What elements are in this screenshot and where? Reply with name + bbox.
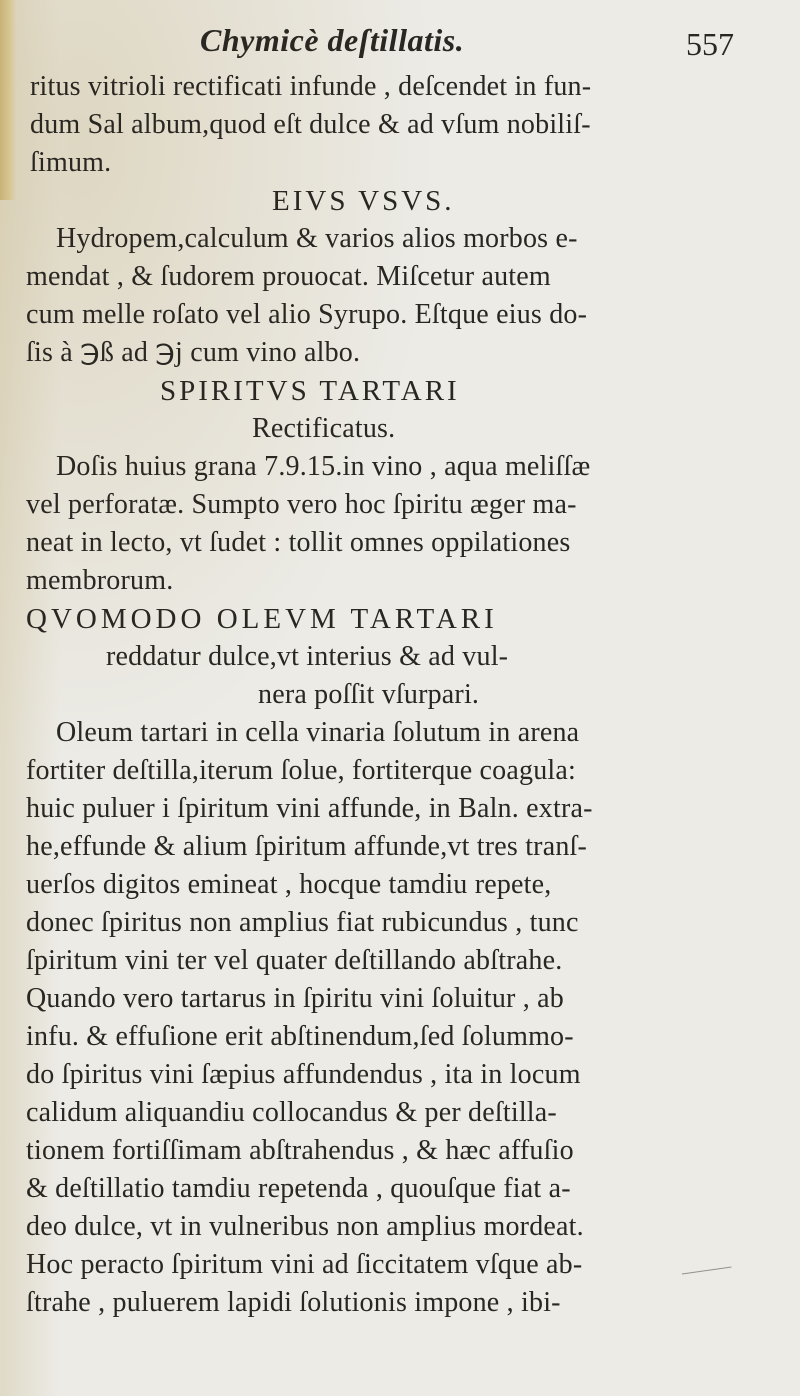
text-line: deo dulce, vt in vulneribus non amplius mordeat. bbox=[26, 1211, 584, 1242]
section-subheading: Rectificatus. bbox=[252, 413, 396, 444]
page-number: 557 bbox=[686, 26, 734, 62]
text-line: do ſpiritus vini ſæpius affundendus , ita in locum bbox=[26, 1059, 581, 1090]
text-line: membrorum. bbox=[26, 565, 174, 596]
section-heading: SPIRITVS TARTARI bbox=[160, 375, 460, 407]
text-line: Doſis huius grana 7.9.15.in vino , aqua meliſſæ bbox=[56, 451, 591, 482]
running-title: Chymicè deſtillatis. bbox=[200, 22, 465, 58]
section-subheading: reddatur dulce,vt interius & ad vul- bbox=[106, 641, 509, 672]
text-line: huic puluer i ſpiritum vini affunde, in Baln. extra- bbox=[26, 793, 593, 824]
text-line: Oleum tartari in cella vinaria ſolutum in arena bbox=[56, 717, 580, 748]
text-line: vel perforatæ. Sumpto vero hoc ſpiritu æger ma- bbox=[26, 489, 577, 520]
text-line: tionem fortiſſimam abſtrahendus , & hæc affuſio bbox=[26, 1135, 574, 1166]
text-line: Hydropem,calculum & varios alios morbos e- bbox=[56, 223, 578, 254]
text-line: ſpiritum vini ter vel quater deſtillando abſtrahe. bbox=[26, 945, 563, 976]
text-line: he,effunde & alium ſpiritum affunde,vt tres tranſ- bbox=[26, 831, 588, 862]
text-line: uerſos digitos emineat , hocque tamdiu repete, bbox=[26, 869, 552, 900]
section-heading: EIVS VSVS. bbox=[272, 185, 455, 217]
section-subheading: nera poſſit vſurpari. bbox=[258, 679, 480, 710]
text-line: cum melle roſato vel alio Syrupo. Eſtque eius do- bbox=[26, 299, 588, 330]
text-line: infu. & effuſione erit abſtinendum,ſed ſolummo- bbox=[26, 1021, 574, 1052]
text-line: neat in lecto, vt ſudet : tollit omnes oppilationes bbox=[26, 527, 571, 558]
text-line: Quando vero tartarus in ſpiritu vini ſoluitur , ab bbox=[26, 983, 565, 1014]
text-line: Hoc peracto ſpiritum vini ad ſiccitatem vſque ab- bbox=[26, 1249, 583, 1280]
text-line: ſis à ℈ß ad ℈j cum vino albo. bbox=[26, 337, 361, 368]
section-heading: QVOMODO OLEVM TARTARI bbox=[26, 603, 498, 635]
body-text bbox=[26, 68, 796, 1322]
text-line: mendat , & ſudorem prouocat. Miſcetur autem bbox=[26, 261, 551, 292]
text-line: fortiter deſtilla,iterum ſolue, fortiterque coagula: bbox=[26, 755, 576, 786]
text-line: ſimum. bbox=[30, 147, 112, 178]
text-line: ſtrahe , puluerem lapidi ſolutionis impone , ibi- bbox=[26, 1287, 561, 1318]
text-line: calidum aliquandiu collocandus & per deſtilla- bbox=[26, 1097, 557, 1128]
text-line: & deſtillatio tamdiu repetenda , quouſque fiat a- bbox=[26, 1173, 571, 1204]
text-line: ritus vitrioli rectificati infunde , deſcendet in fun- bbox=[30, 71, 592, 102]
text-line: dum Sal album,quod eſt dulce & ad vſum nobiliſ- bbox=[30, 109, 591, 140]
text-line: donec ſpiritus non amplius fiat rubicundus , tunc bbox=[26, 907, 579, 938]
page-header bbox=[0, 22, 800, 72]
